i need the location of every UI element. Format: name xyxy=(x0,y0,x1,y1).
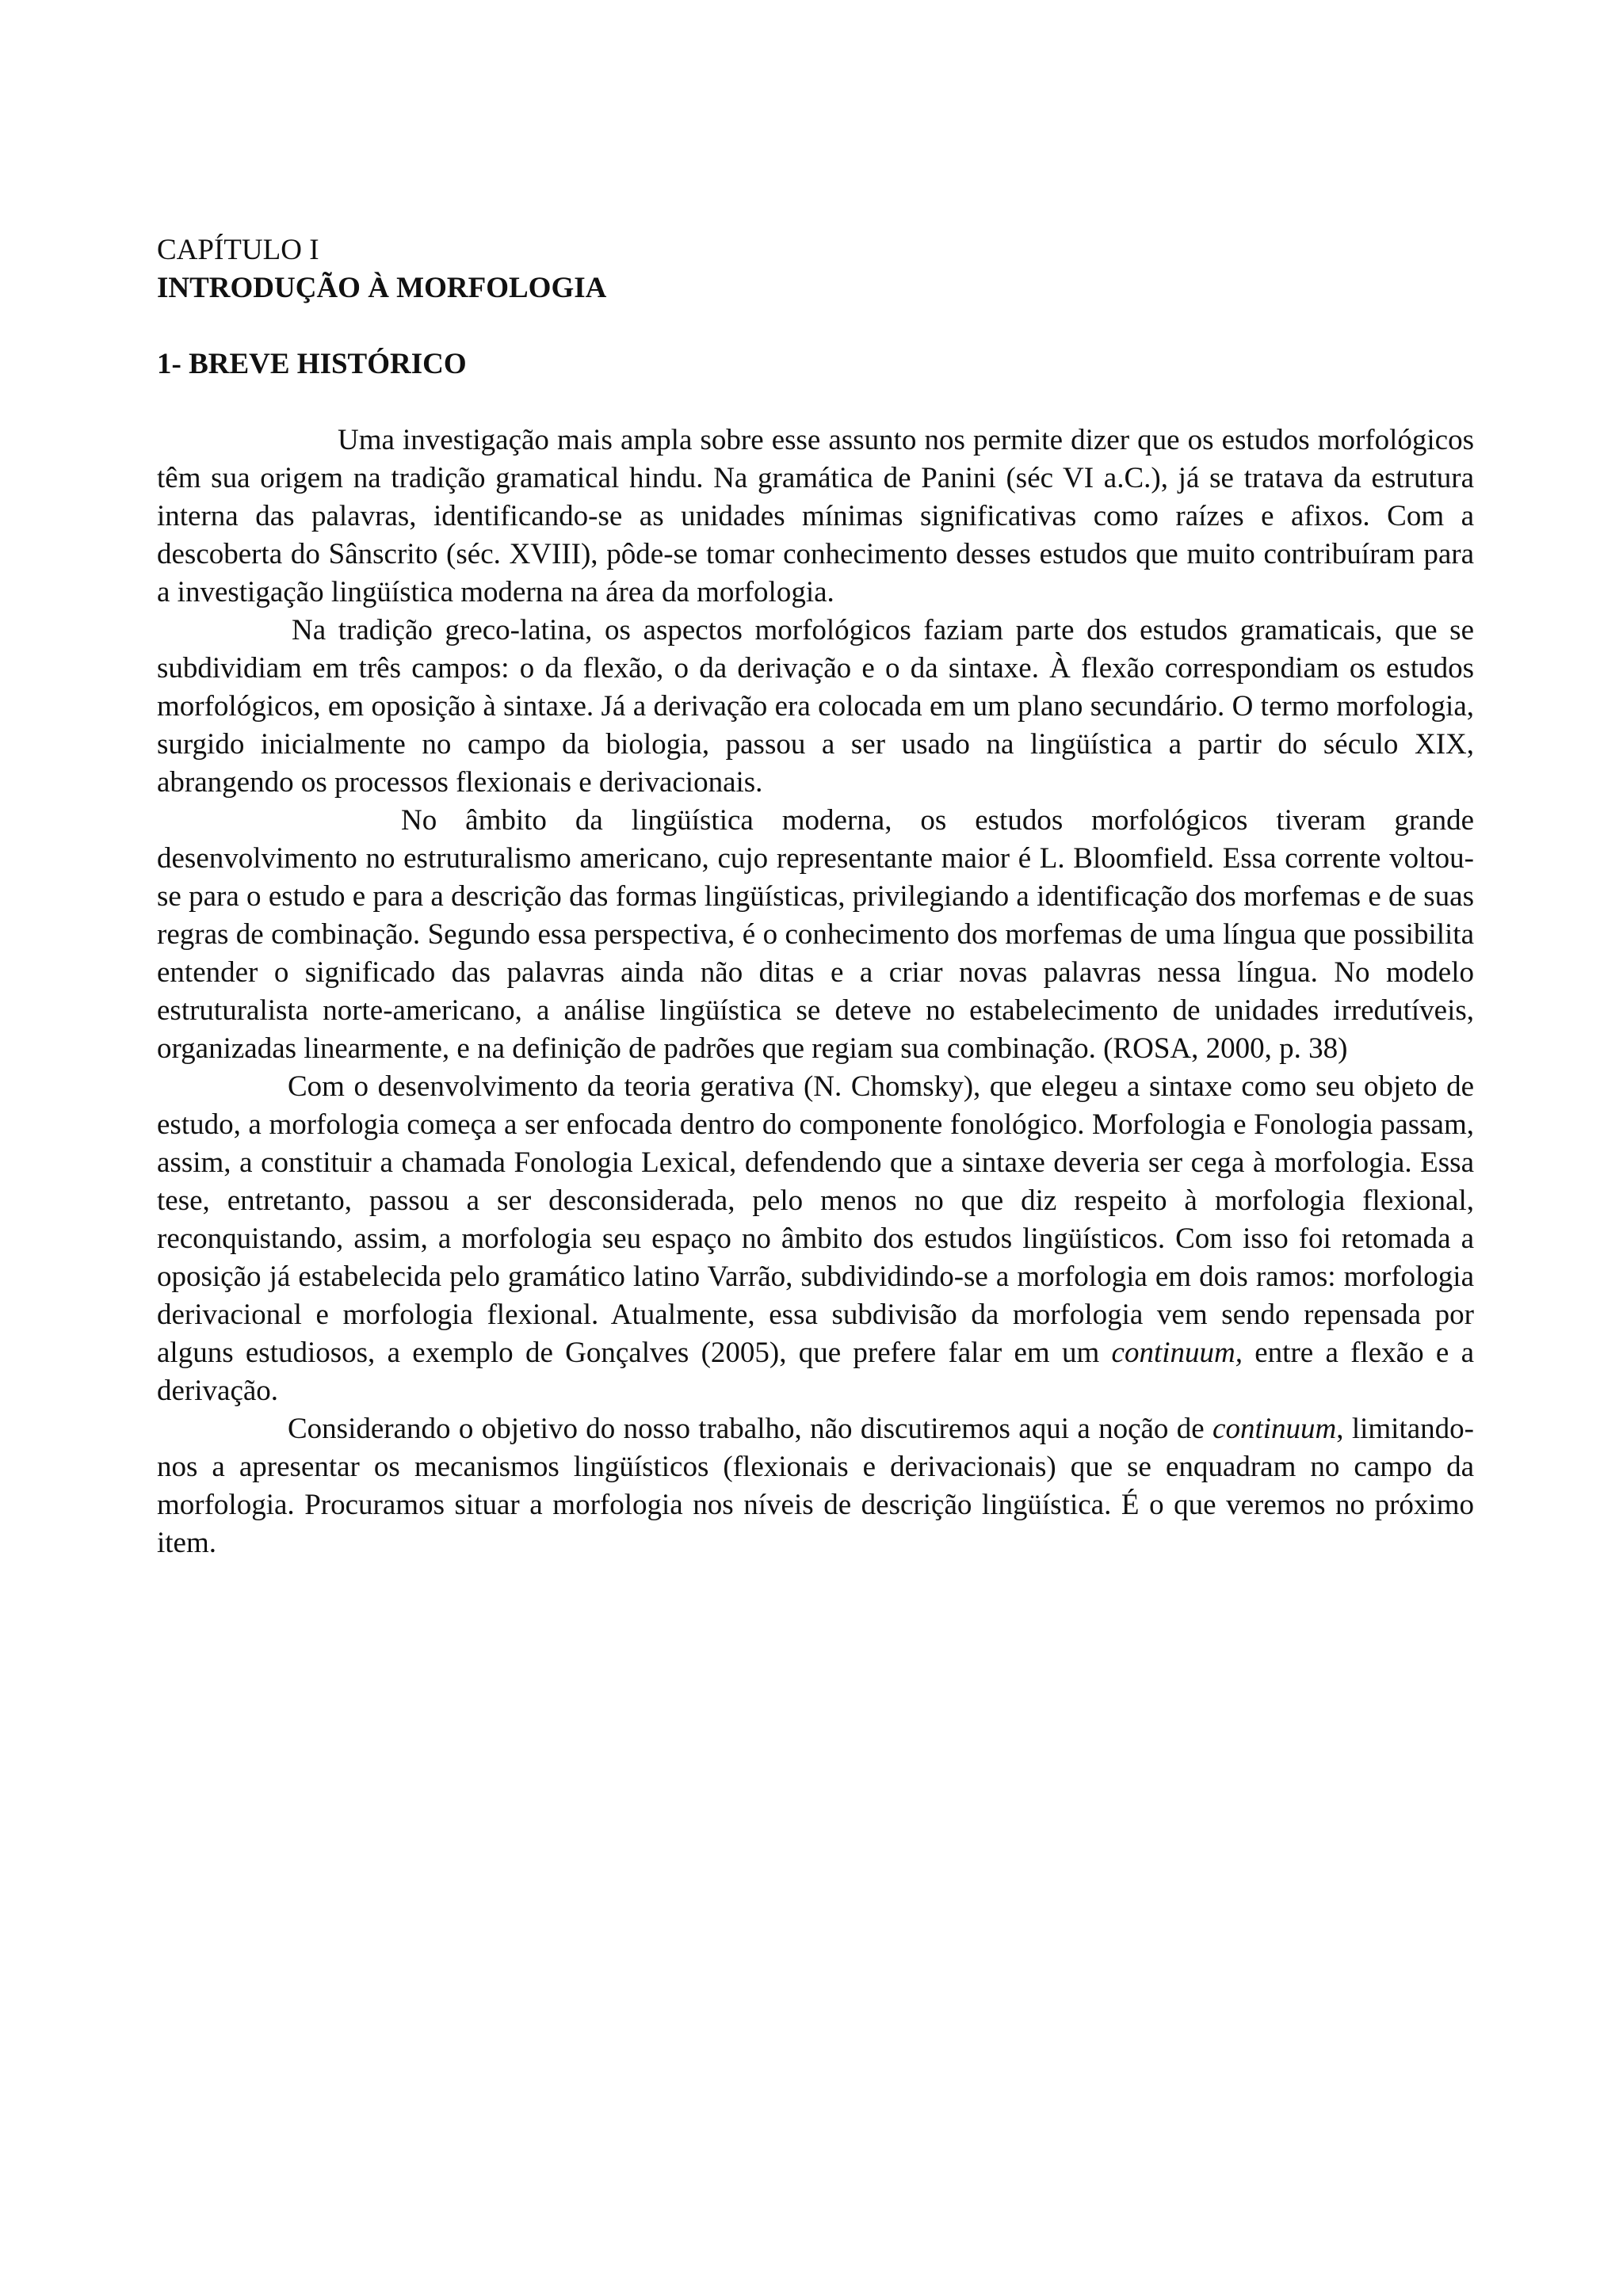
document-page xyxy=(157,231,1474,1562)
paragraph-4-text-before: Com o desenvolvimento da teoria gerativa (N. Chomsky), que elegeu a sintaxe como seu objeto de estudo, a morfologia começa a ser enfocada dentro do componente fonológico. Morfologia e Fonologia passam, assim, a constituir a chamada Fonologia Lexical, defendendo que a sintaxe deveria ser cega à morfologia. Essa tese, entretanto, passou a ser desconsiderada, pelo menos no que diz respeito à morfologia flexional, reconquistando, assim, a morfologia seu espaço no âmbito dos estudos lingüísticos. Com isso foi retomada a oposição já estabelecida pelo gramático latino Varrão, subdividindo-se a morfologia em dois ramos: morfologia derivacional e morfologia flexional. Atualmente, essa subdivisão da morfologia vem sendo repensada por alguns estudiosos, a exemplo de Gonçalves (2005), que prefere falar em um xyxy=(157,1070,1474,1369)
paragraph-4 xyxy=(157,1068,1474,1410)
paragraph-1: Uma investigação mais ampla sobre esse assunto nos permite dizer que os estudos morfológicos têm sua origem na tradição gramatical hindu. Na gramática de Panini (séc VI a.C.), já se tratava da estrutura interna das palavras, identificando-se as unidades mínimas significativas como raízes e afixos. Com a descoberta do Sânscrito (séc. XVIII), pôde-se tomar conhecimento desses estudos que muito contribuíram para a investigação lingüística moderna na área da morfologia. xyxy=(157,424,1474,608)
chapter-title: INTRODUÇÃO À MORFOLOGIA xyxy=(157,272,607,304)
paragraph-5-text-after: , limitando-nos a apresentar os mecanismos lingüísticos (flexionais e derivacionais) que se enquadram no campo da morfologia. Procuramos situar a morfologia nos níveis de descrição lingüística. É o que veremos no próximo item. xyxy=(157,1413,1474,1559)
paragraph-5-text-before: Considerando o objetivo do nosso trabalho, não discutiremos aqui a noção de xyxy=(288,1413,1213,1445)
chapter-label: CAPÍTULO I xyxy=(157,234,319,266)
paragraph-5-emphasis: continuum xyxy=(1212,1413,1337,1445)
paragraph-4-text-after: entre a flexão e a derivação. xyxy=(157,1337,1474,1407)
paragraph-4-emphasis: continuum, xyxy=(1111,1337,1243,1369)
paragraph-3: No âmbito da lingüística moderna, os estudos morfológicos tiveram grande desenvolvimento no estruturalismo americano, cujo representante maior é L. Bloomfield. Essa corrente voltou-se para o estudo e para a descrição das formas lingüísticas, privilegiando a identificação dos morfemas e de suas regras de combinação. Segundo essa perspectiva, é o conhecimento dos morfemas de uma língua que possibilita entender o significado das palavras ainda não ditas e a criar novas palavras nessa língua. No modelo estruturalista norte-americano, a análise lingüística se deteve no estabelecimento de unidades irredutíveis, organizadas linearmente, e na definição de padrões que regiam sua combinação. (ROSA, 2000, p. 38) xyxy=(157,804,1474,1065)
paragraph-5 xyxy=(157,1410,1474,1562)
section-heading: 1- BREVE HISTÓRICO xyxy=(157,348,467,380)
paragraph-2: Na tradição greco-latina, os aspectos morfológicos faziam parte dos estudos gramaticais, que se subdividiam em três campos: o da flexão, o da derivação e o da sintaxe. À flexão correspondiam os estudos morfológicos, em oposição à sintaxe. Já a derivação era colocada em um plano secundário. O termo morfologia, surgido inicialmente no campo da biologia, passou a ser usado na lingüística a partir do século XIX, abrangendo os processos flexionais e derivacionais. xyxy=(157,614,1474,799)
